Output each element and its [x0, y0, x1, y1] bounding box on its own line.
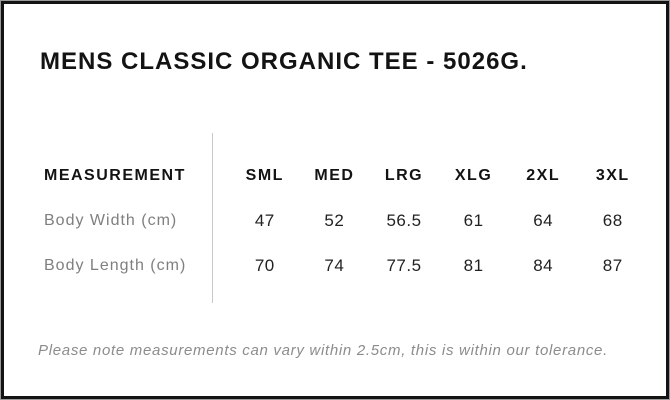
- size-header-3xl: 3XL: [595, 166, 630, 184]
- body-width-xlg: 61: [463, 210, 484, 230]
- body-length-lrg: 77.5: [386, 255, 422, 275]
- body-width-med: 52: [324, 210, 345, 230]
- row-label-body-width: Body Width (cm): [44, 211, 178, 229]
- size-guide-card: [1, 1, 669, 399]
- body-length-3xl: 87: [602, 255, 623, 275]
- size-header-xlg: XLG: [454, 166, 493, 184]
- body-width-2xl: 64: [533, 210, 554, 230]
- body-length-med: 74: [324, 255, 345, 275]
- size-chart-table: [44, 153, 648, 288]
- tolerance-note: Please note measurements can vary within 2.5cm, this is within our tolerance.: [38, 342, 608, 359]
- size-header-lrg: LRG: [384, 166, 424, 184]
- body-width-lrg: 56.5: [386, 210, 422, 230]
- measurement-column-header: MEASUREMENT: [44, 166, 186, 184]
- body-width-3xl: 68: [602, 210, 623, 230]
- body-length-xlg: 81: [463, 255, 484, 275]
- body-width-sml: 47: [254, 210, 275, 230]
- size-header-med: MED: [314, 166, 355, 184]
- body-length-2xl: 84: [533, 255, 554, 275]
- size-header-sml: SML: [245, 166, 284, 184]
- size-header-2xl: 2XL: [526, 166, 561, 184]
- row-label-body-length: Body Length (cm): [44, 256, 187, 274]
- product-title: MENS CLASSIC ORGANIC TEE - 5026G.: [40, 48, 528, 75]
- body-length-sml: 70: [254, 255, 275, 275]
